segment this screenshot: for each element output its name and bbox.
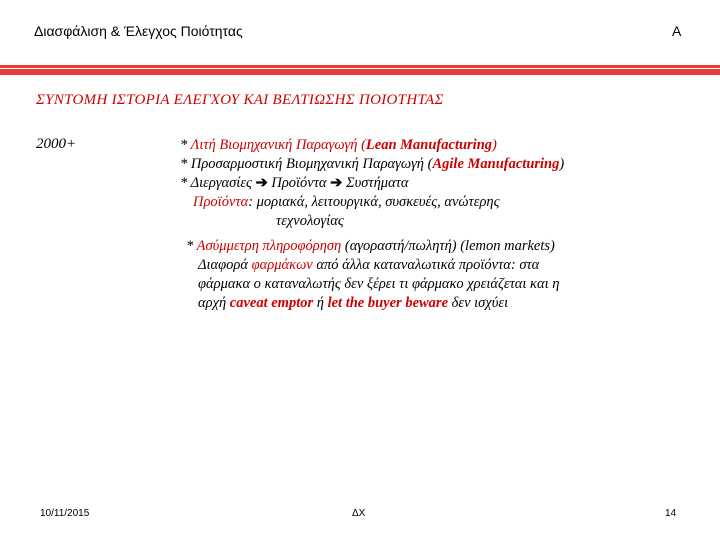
era-label: 2000+	[36, 136, 77, 152]
asymmetric-info-text: (αγοραστή/πωλητή) (lemon markets)	[341, 238, 555, 254]
bullet-star: *	[180, 137, 191, 153]
caveat-line-end: δεν ισχύει	[448, 295, 509, 311]
footer-author: ΔΧ	[352, 508, 366, 519]
header-divider-thick	[0, 69, 720, 75]
agile-greek: * Προσαρμοστική Βιομηχανική Παραγωγή (	[180, 156, 433, 172]
header-divider-thin	[0, 65, 720, 68]
bullet-lean	[180, 136, 497, 154]
bullet-star: *	[186, 238, 197, 254]
bullet-asymmetric-info	[186, 237, 555, 255]
lean-greek: Λιτή Βιομηχανική Παραγωγή (	[190, 137, 366, 153]
drugs-term: φαρμάκων	[251, 257, 313, 273]
bullet-agile	[180, 155, 564, 173]
slide-header-letter: Α	[672, 23, 682, 39]
products-definition	[193, 193, 499, 211]
footer-date: 10/11/2015	[40, 508, 90, 519]
slide-header-title: Διασφάλιση & Έλεγχος Ποιότητας	[34, 23, 243, 39]
buyer-beware-term: let the buyer beware	[327, 295, 449, 311]
products-description: : μοριακά, λειτουργικά, συσκευές, ανώτερης	[248, 194, 500, 210]
products-term: Προϊόντα	[193, 194, 249, 210]
arrow-right-icon: ➔	[255, 175, 268, 191]
agile-close-paren: )	[559, 156, 565, 172]
asymmetric-info-term: Ασύμμετρη πληροφόρηση	[196, 238, 342, 254]
processes-text: * Διεργασίες	[180, 175, 256, 191]
caveat-or: ή	[313, 295, 328, 311]
drugs-difference-line	[198, 256, 539, 274]
drugs-consumer-line: φάρμακα ο καταναλωτής δεν ξέρει τι φάρμακο χρειάζεται και η	[198, 276, 560, 292]
products-description-cont: τεχνολογίας	[276, 213, 344, 229]
bullet-processes	[180, 174, 408, 192]
caveat-line-start: αρχή	[198, 295, 230, 311]
systems-text: Συστήματα	[342, 175, 409, 191]
drugs-line-start: Διαφορά	[198, 257, 252, 273]
section-title: ΣΥΝΤΟΜΗ ΙΣΤΟΡΙΑ ΕΛΕΓΧΟΥ ΚΑΙ ΒΕΛΤΙΩΣΗΣ ΠΟΙΟΤΗΤΑΣ	[36, 92, 444, 108]
footer-page-number: 14	[665, 508, 677, 519]
lean-english: Lean Manufacturing	[365, 137, 493, 153]
agile-english: Agile Manufacturing	[432, 156, 560, 172]
drugs-line-end: από άλλα καταναλωτικά προϊόντα: στα	[312, 257, 540, 273]
caveat-emptor-line	[198, 294, 508, 312]
arrow-right-icon: ➔	[330, 175, 343, 191]
caveat-emptor-term: caveat emptor	[229, 295, 314, 311]
products-text: Προϊόντα	[267, 175, 331, 191]
lean-close-paren: )	[492, 137, 497, 153]
